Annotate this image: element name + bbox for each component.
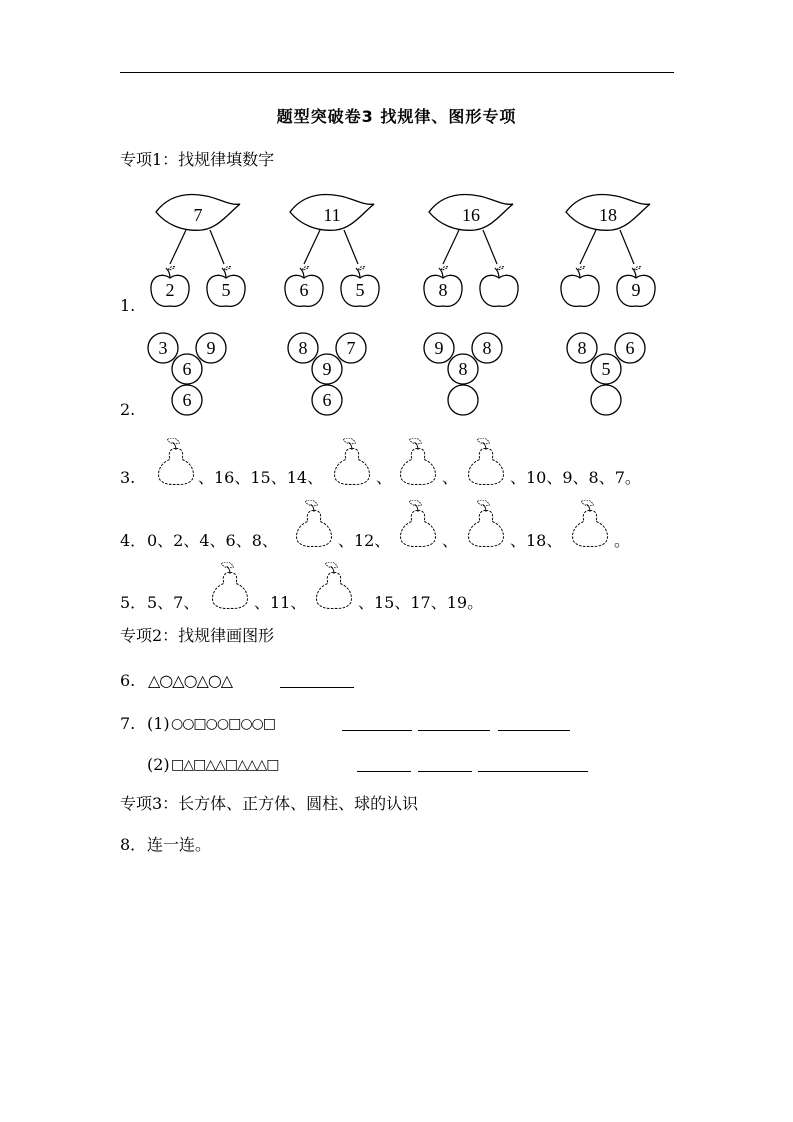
apple xyxy=(617,266,655,306)
q1-figure xyxy=(0,180,793,320)
pear-blank[interactable] xyxy=(566,500,614,548)
q7-part1-shapes: ○○□○○□○○□ xyxy=(171,716,275,732)
q4-text-3: 、 xyxy=(442,531,459,550)
leaf-number: 7 xyxy=(193,205,203,225)
q1-group xyxy=(561,195,655,307)
pear-blank[interactable] xyxy=(328,438,376,486)
q4-text-1: 0、2、4、6、8、 xyxy=(147,531,278,550)
q7-part2-answer-line[interactable] xyxy=(357,757,411,776)
circle-number: 3 xyxy=(158,338,168,358)
q5-text-1: 5、7、 xyxy=(147,593,200,612)
header-rule xyxy=(120,72,674,73)
pear-blank[interactable] xyxy=(152,438,200,486)
circle-number: 9 xyxy=(434,338,444,358)
apple-number: 6 xyxy=(299,280,309,300)
circle-number: 9 xyxy=(322,359,332,379)
apple xyxy=(151,266,189,306)
q7-part1-label: (1) xyxy=(147,714,170,733)
q3-text-4: 、10、9、8、7。 xyxy=(510,468,641,487)
leaf-number: 16 xyxy=(462,205,480,225)
apple-number: 8 xyxy=(438,280,448,300)
q7-part2-shapes: □△□△△□△△△□ xyxy=(171,757,279,773)
pear-blank[interactable] xyxy=(462,438,510,486)
q5-number: 5． xyxy=(120,593,147,612)
circle-number: 5 xyxy=(601,359,611,379)
pear-blank[interactable] xyxy=(290,500,338,548)
q5-text-3: 、15、17、19。 xyxy=(358,593,484,612)
pear-blank[interactable] xyxy=(206,562,254,610)
q4-text-4: 、18、 xyxy=(510,531,563,550)
circle-number: 7 xyxy=(346,338,356,358)
circle-number: 8 xyxy=(577,338,587,358)
section2-heading: 专项2：找规律画图形 xyxy=(120,626,275,645)
apple-number: 9 xyxy=(631,280,641,300)
leaf-number: 18 xyxy=(599,205,617,225)
q6-answer-line[interactable] xyxy=(280,673,354,692)
q1-group xyxy=(285,195,379,307)
branch-line xyxy=(304,230,320,264)
q7-part2-answer-line[interactable] xyxy=(418,757,472,776)
pear-blank[interactable] xyxy=(462,500,510,548)
q4-text-2: 、12、 xyxy=(338,531,391,550)
circle-number: 9 xyxy=(206,338,216,358)
apple-number: 5 xyxy=(355,280,365,300)
apple xyxy=(341,266,379,306)
q7-number: 7. xyxy=(120,714,136,733)
apple-number: 2 xyxy=(165,280,175,300)
q2-group xyxy=(288,333,366,415)
circle-number: 6 xyxy=(182,359,192,379)
branch-line xyxy=(580,230,596,264)
q7-part1-answer-line[interactable] xyxy=(342,716,412,735)
apple xyxy=(424,266,462,306)
apple xyxy=(285,266,323,306)
branch-line xyxy=(170,230,186,264)
circle-number: 8 xyxy=(482,338,492,358)
q4-number: 4． xyxy=(120,531,147,550)
q4-text-5: 。 xyxy=(614,531,631,550)
q8-number: 8． xyxy=(120,835,147,854)
branch-line xyxy=(483,230,497,264)
circle-number: 8 xyxy=(458,359,468,379)
branch-line xyxy=(620,230,634,264)
q2-number: 2. xyxy=(120,400,136,419)
branch-line xyxy=(210,230,224,264)
leaf-number: 11 xyxy=(323,205,341,225)
pear-blank[interactable] xyxy=(310,562,358,610)
circle-number: 8 xyxy=(298,338,308,358)
apple xyxy=(207,266,245,306)
circle-bottom[interactable] xyxy=(448,385,478,415)
circle-number: 6 xyxy=(182,390,192,410)
q3-text-3: 、 xyxy=(442,468,459,487)
q6-number: 6. xyxy=(120,671,136,690)
circle-number: 6 xyxy=(322,390,332,410)
apple[interactable] xyxy=(561,266,599,306)
branch-line xyxy=(443,230,459,264)
apple[interactable] xyxy=(480,266,518,306)
q6-shapes: △○△○△○△ xyxy=(148,671,233,690)
q1-group xyxy=(151,195,245,307)
section3-heading: 专项3：长方体、正方体、圆柱、球的认识 xyxy=(120,794,419,813)
q3-text-1: 、16、15、14、 xyxy=(198,468,324,487)
q2-figure xyxy=(0,325,793,425)
q7-part2-answer-line[interactable] xyxy=(478,757,588,776)
q2-group xyxy=(424,333,502,415)
q2-group xyxy=(148,333,226,415)
q1-group xyxy=(424,195,518,307)
circle-number: 6 xyxy=(625,338,635,358)
q2-group xyxy=(567,333,645,415)
q3-number: 3. xyxy=(120,468,136,487)
pear-blank[interactable] xyxy=(394,438,442,486)
q8-text: 连一连。 xyxy=(147,835,212,854)
q5-text-2: 、11、 xyxy=(254,593,307,612)
q3-text-2: 、 xyxy=(376,468,393,487)
q7-part1-answer-line[interactable] xyxy=(418,716,490,735)
apple-number: 5 xyxy=(221,280,231,300)
q1-number: 1. xyxy=(120,296,136,315)
q7-part2-label: (2) xyxy=(147,755,170,774)
section1-heading: 专项1：找规律填数字 xyxy=(120,150,275,169)
pear-blank[interactable] xyxy=(394,500,442,548)
circle-bottom[interactable] xyxy=(591,385,621,415)
page-title: 题型突破卷3 找规律、图形专项 xyxy=(276,107,517,126)
q7-part1-answer-line[interactable] xyxy=(498,716,570,735)
branch-line xyxy=(344,230,358,264)
